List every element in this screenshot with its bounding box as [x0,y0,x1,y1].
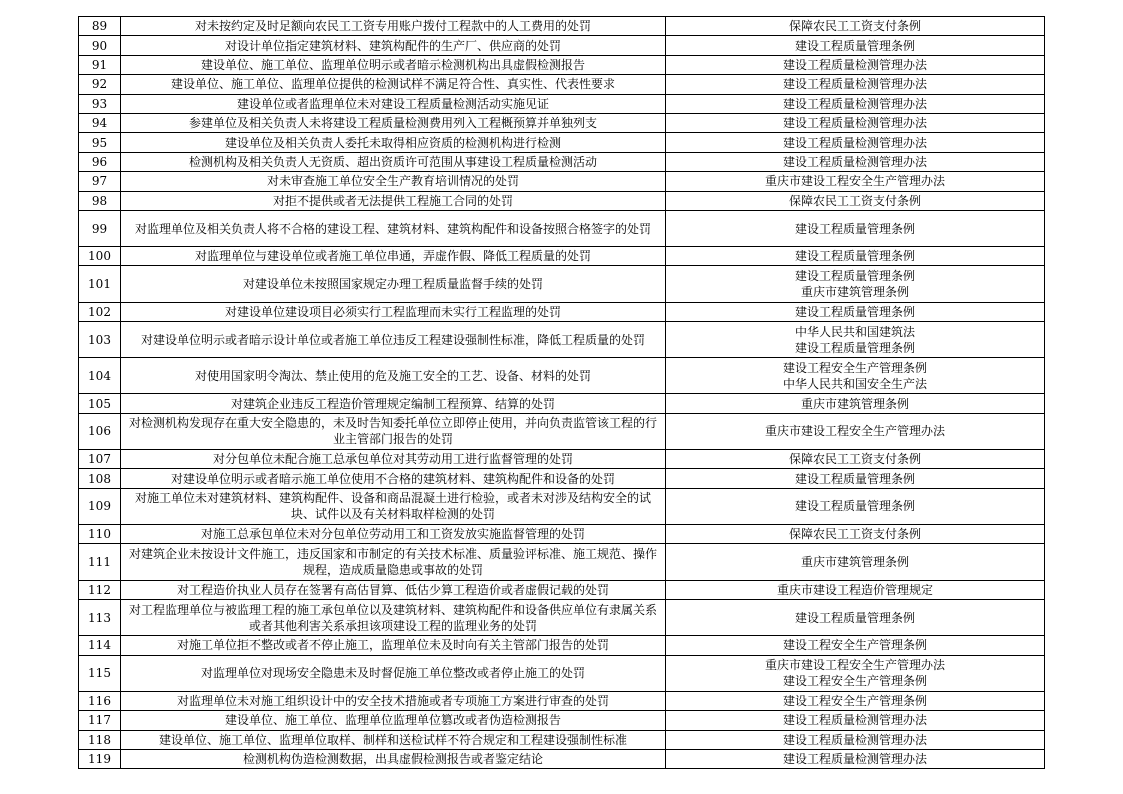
row-number: 99 [79,210,121,246]
table-row [79,94,1045,113]
legal-basis [666,691,1045,710]
legal-basis-line: 重庆市建设工程安全生产管理办法 [764,174,945,189]
table-row [79,730,1045,749]
legal-basis [666,266,1045,302]
legal-basis [666,94,1045,113]
legal-basis [666,524,1045,543]
legal-basis-line: 建设工程安全生产管理条例 [782,693,927,708]
row-number: 101 [79,266,121,302]
legal-basis-line: 保障农民工工资支付条例 [788,527,921,542]
table-body [79,17,1045,769]
legal-basis-line: 建设工程质量检测管理办法 [782,96,927,111]
table-row [79,469,1045,488]
table-row [79,191,1045,210]
legal-basis-line: 保障农民工工资支付条例 [788,19,921,34]
table-row [79,75,1045,94]
legal-basis [666,358,1045,394]
legal-basis-line: 保障农民工工资支付条例 [788,452,921,467]
row-number: 96 [79,152,121,171]
table-row [79,133,1045,152]
row-number: 95 [79,133,121,152]
penalty-item: 对拒不提供或者无法提供工程施工合同的处罚 [121,191,666,210]
row-number: 115 [79,655,121,691]
penalty-item: 对建设单位明示或者暗示设计单位或者施工单位违反工程建设强制性标准，降低工程质量的处罚 [121,322,666,358]
row-number: 91 [79,55,121,74]
legal-basis [666,133,1045,152]
legal-basis [666,36,1045,55]
penalty-item: 建设单位、施工单位、监理单位明示或者暗示检测机构出具虚假检测报告 [121,55,666,74]
penalty-item: 对分包单位未配合施工总承包单位对其劳动用工进行监督管理的处罚 [121,450,666,469]
legal-basis [666,636,1045,655]
row-number: 104 [79,358,121,394]
row-number: 105 [79,394,121,413]
legal-basis [666,413,1045,449]
legal-basis-line: 建设工程质量管理条例 [794,340,915,355]
table-row [79,172,1045,191]
table-row [79,655,1045,691]
table-row [79,524,1045,543]
penalty-item: 对工程监理单位与被监理工程的施工承包单位以及建筑材料、建筑构配件和设备供应单位有隶属关系或者其他利害关系承担该项建设工程的监理业务的处罚 [121,599,666,635]
legal-basis [666,172,1045,191]
row-number: 93 [79,94,121,113]
legal-basis-line: 重庆市建设工程安全生产管理办法 [764,658,945,673]
legal-basis-line: 重庆市建设工程造价管理规定 [776,582,933,597]
row-number: 109 [79,488,121,524]
table-row [79,413,1045,449]
legal-basis [666,17,1045,36]
table-row [79,302,1045,321]
row-number: 112 [79,580,121,599]
legal-basis-line: 建设工程质量管理条例 [794,249,915,264]
penalty-item: 检测机构伪造检测数据，出具虚假检测报告或者鉴定结论 [121,749,666,768]
legal-basis [666,544,1045,580]
legal-basis [666,655,1045,691]
legal-basis-line: 建设工程质量检测管理办法 [782,116,927,131]
table-row [79,599,1045,635]
legal-basis-line: 建设工程质量检测管理办法 [782,135,927,150]
legal-basis [666,394,1045,413]
row-number: 108 [79,469,121,488]
penalty-item: 对检测机构发现存在重大安全隐患的，未及时告知委托单位立即停止使用，并向负责监管该工程的行业主管部门报告的处罚 [121,413,666,449]
table-row [79,636,1045,655]
table-row [79,450,1045,469]
penalty-item: 对未按约定及时足额向农民工工资专用账户拨付工程款中的人工费用的处罚 [121,17,666,36]
legal-basis [666,113,1045,132]
row-number: 103 [79,322,121,358]
legal-basis-line: 建设工程安全生产管理条例 [782,360,927,375]
penalty-item: 对建筑企业未按设计文件施工，违反国家和市制定的有关技术标准、质量验评标准、施工规范、操作规程，造成质量隐患或事故的处罚 [121,544,666,580]
legal-basis [666,247,1045,266]
legal-basis-line: 重庆市建筑管理条例 [800,396,909,411]
table-row [79,152,1045,171]
table-row [79,210,1045,246]
legal-basis [666,749,1045,768]
legal-basis [666,711,1045,730]
legal-basis-line: 建设工程质量管理条例 [794,610,915,625]
table-row [79,711,1045,730]
legal-basis-line: 建设工程质量管理条例 [794,221,915,236]
table-row [79,544,1045,580]
legal-basis-line: 建设工程质量检测管理办法 [782,732,927,747]
row-number: 97 [79,172,121,191]
row-number: 94 [79,113,121,132]
legal-basis [666,302,1045,321]
penalty-item: 对建设单位明示或者暗示施工单位使用不合格的建筑材料、建筑构配件和设备的处罚 [121,469,666,488]
legal-basis-line: 建设工程质量管理条例 [794,38,915,53]
legal-basis-line: 建设工程质量检测管理办法 [782,713,927,728]
table-row [79,394,1045,413]
table-row [79,322,1045,358]
legal-basis-line: 建设工程质量管理条例 [794,499,915,514]
row-number: 106 [79,413,121,449]
row-number: 111 [79,544,121,580]
legal-basis [666,210,1045,246]
row-number: 100 [79,247,121,266]
penalty-item: 对监理单位未对施工组织设计中的安全技术措施或者专项施工方案进行审查的处罚 [121,691,666,710]
legal-basis-line: 建设工程质量管理条例 [794,269,915,284]
row-number: 102 [79,302,121,321]
table-row [79,113,1045,132]
row-number: 92 [79,75,121,94]
legal-basis-line: 建设工程质量检测管理办法 [782,77,927,92]
legal-basis [666,488,1045,524]
row-number: 118 [79,730,121,749]
penalty-item: 对施工单位未对建筑材料、建筑构配件、设备和商品混凝土进行检验，或者未对涉及结构安全的试块、试件以及有关材料取样检测的处罚 [121,488,666,524]
table-row [79,55,1045,74]
row-number: 107 [79,450,121,469]
table-row [79,691,1045,710]
legal-basis [666,580,1045,599]
legal-basis [666,322,1045,358]
legal-basis [666,450,1045,469]
penalty-item: 建设单位或者监理单位未对建设工程质量检测活动实施见证 [121,94,666,113]
legal-basis-line: 建设工程质量管理条例 [794,304,915,319]
legal-basis-line: 中华人民共和国安全生产法 [782,376,927,391]
table-row [79,17,1045,36]
table-row [79,749,1045,768]
penalty-item: 对建设单位建设项目必须实行工程监理而未实行工程监理的处罚 [121,302,666,321]
penalty-item: 对未审查施工单位安全生产教育培训情况的处罚 [121,172,666,191]
legal-basis [666,55,1045,74]
penalty-item: 对建设单位未按照国家规定办理工程质量监督手续的处罚 [121,266,666,302]
penalty-item: 对设计单位指定建筑材料、建筑构配件的生产厂、供应商的处罚 [121,36,666,55]
penalty-item: 对工程造价执业人员存在签署有高估冒算、低估少算工程造价或者虚假记载的处罚 [121,580,666,599]
penalty-item: 对监理单位对现场安全隐患未及时督促施工单位整改或者停止施工的处罚 [121,655,666,691]
legal-basis [666,730,1045,749]
penalty-item: 对施工总承包单位未对分包单位劳动用工和工资发放实施监督管理的处罚 [121,524,666,543]
table-row [79,488,1045,524]
legal-basis-line: 重庆市建设工程安全生产管理办法 [764,424,945,439]
row-number: 114 [79,636,121,655]
legal-basis-line: 重庆市建筑管理条例 [800,285,909,300]
row-number: 89 [79,17,121,36]
table-row [79,266,1045,302]
legal-basis [666,469,1045,488]
legal-basis-line: 建设工程质量检测管理办法 [782,752,927,767]
row-number: 117 [79,711,121,730]
penalty-item: 对监理单位及相关负责人将不合格的建设工程、建筑材料、建筑构配件和设备按照合格签字的处罚 [121,210,666,246]
penalty-item: 建设单位、施工单位、监理单位取样、制样和送检试样不符合规定和工程建设强制性标准 [121,730,666,749]
penalty-item: 建设单位及相关负责人委托未取得相应资质的检测机构进行检测 [121,133,666,152]
penalty-items-table [78,16,1045,769]
table-row [79,358,1045,394]
legal-basis-line: 建设工程质量检测管理办法 [782,154,927,169]
penalty-item: 对使用国家明令淘汰、禁止使用的危及施工安全的工艺、设备、材料的处罚 [121,358,666,394]
penalty-item: 对施工单位拒不整改或者不停止施工，监理单位未及时向有关主管部门报告的处罚 [121,636,666,655]
legal-basis-line: 建设工程质量检测管理办法 [782,57,927,72]
table-row [79,247,1045,266]
legal-basis [666,75,1045,94]
penalty-item: 参建单位及相关负责人未将建设工程质量检测费用列入工程概预算并单独列支 [121,113,666,132]
legal-basis [666,191,1045,210]
legal-basis [666,599,1045,635]
row-number: 113 [79,599,121,635]
row-number: 110 [79,524,121,543]
legal-basis-line: 保障农民工工资支付条例 [788,193,921,208]
table-row [79,580,1045,599]
row-number: 90 [79,36,121,55]
penalty-item: 对监理单位与建设单位或者施工单位串通，弄虚作假、降低工程质量的处罚 [121,247,666,266]
legal-basis [666,152,1045,171]
row-number: 98 [79,191,121,210]
penalty-item: 建设单位、施工单位、监理单位监理单位篡改或者伪造检测报告 [121,711,666,730]
row-number: 119 [79,749,121,768]
penalty-item: 对建筑企业违反工程造价管理规定编制工程预算、结算的处罚 [121,394,666,413]
penalty-item: 检测机构及相关负责人无资质、超出资质许可范围从事建设工程质量检测活动 [121,152,666,171]
legal-basis-line: 建设工程安全生产管理条例 [782,674,927,689]
legal-basis-line: 建设工程安全生产管理条例 [782,638,927,653]
row-number: 116 [79,691,121,710]
table-row [79,36,1045,55]
legal-basis-line: 中华人民共和国建筑法 [794,324,915,339]
legal-basis-line: 建设工程质量管理条例 [794,471,915,486]
legal-basis-line: 重庆市建筑管理条例 [800,554,909,569]
penalty-item: 建设单位、施工单位、监理单位提供的检测试样不满足符合性、真实性、代表性要求 [121,75,666,94]
